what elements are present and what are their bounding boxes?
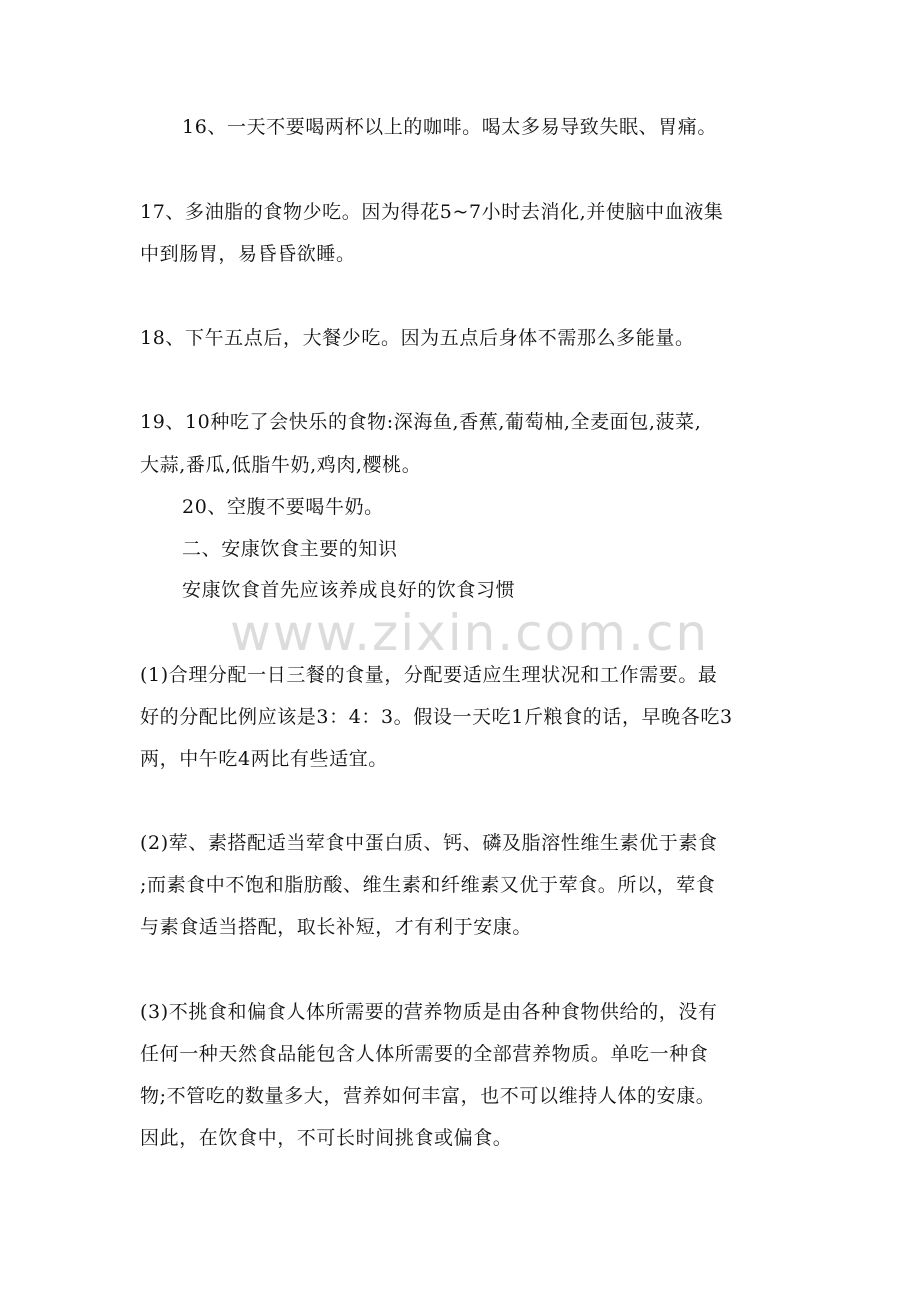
text-line: 与素食适当搭配，取长补短，才有利于安康。	[140, 916, 533, 938]
text-line: 任何一种天然食品能包含人体所需要的全部营养物质。单吃一种食	[140, 1043, 709, 1065]
text-line: 17、多油脂的食物少吃。因为得花5~7小时去消化,并使脑中血液集	[140, 201, 724, 223]
text-line: 19、10种吃了会快乐的食物:深海鱼,香蕉,葡萄柚,全麦面包,菠菜,	[140, 411, 702, 433]
text-line: 两，中午吃4两比有些适宜。	[140, 748, 388, 770]
text-line: (3)不挑食和偏食人体所需要的营养物质是由各种食物供给的，没有	[140, 1001, 718, 1023]
section-heading: 二、安康饮食主要的知识	[182, 538, 398, 560]
text-line: 物;不管吃的数量多大，营养如何丰富，也不可以维持人体的安康。	[140, 1085, 716, 1107]
text-line: (2)荤、素搭配适当荤食中蛋白质、钙、磷及脂溶性维生素优于素食	[140, 832, 718, 854]
watermark: www.zixin.com.cn	[230, 604, 710, 662]
text-line: 16、一天不要喝两杯以上的咖啡。喝太多易导致失眠、胃痛。	[182, 116, 717, 138]
text-line: 20、空腹不要喝牛奶。	[182, 496, 384, 518]
text-line: 中到肠胃，易昏昏欲睡。	[140, 243, 356, 265]
text-line: 安康饮食首先应该养成良好的饮食习惯	[182, 579, 516, 601]
text-line: 大蒜,番瓜,低脂牛奶,鸡肉,樱桃。	[140, 454, 422, 476]
text-line: ;而素食中不饱和脂肪酸、维生素和纤维素又优于荤食。所以，荤食	[140, 874, 716, 896]
text-line: (1)合理分配一日三餐的食量，分配要适应生理状况和工作需要。最	[140, 664, 718, 686]
text-line: 因此，在饮食中，不可长时间挑食或偏食。	[140, 1127, 513, 1149]
text-line: 好的分配比例应该是3：4：3。假设一天吃1斤粮食的话，早晚各吃3	[140, 706, 733, 728]
text-line: 18、下午五点后，大餐少吃。因为五点后身体不需那么多能量。	[140, 327, 695, 349]
